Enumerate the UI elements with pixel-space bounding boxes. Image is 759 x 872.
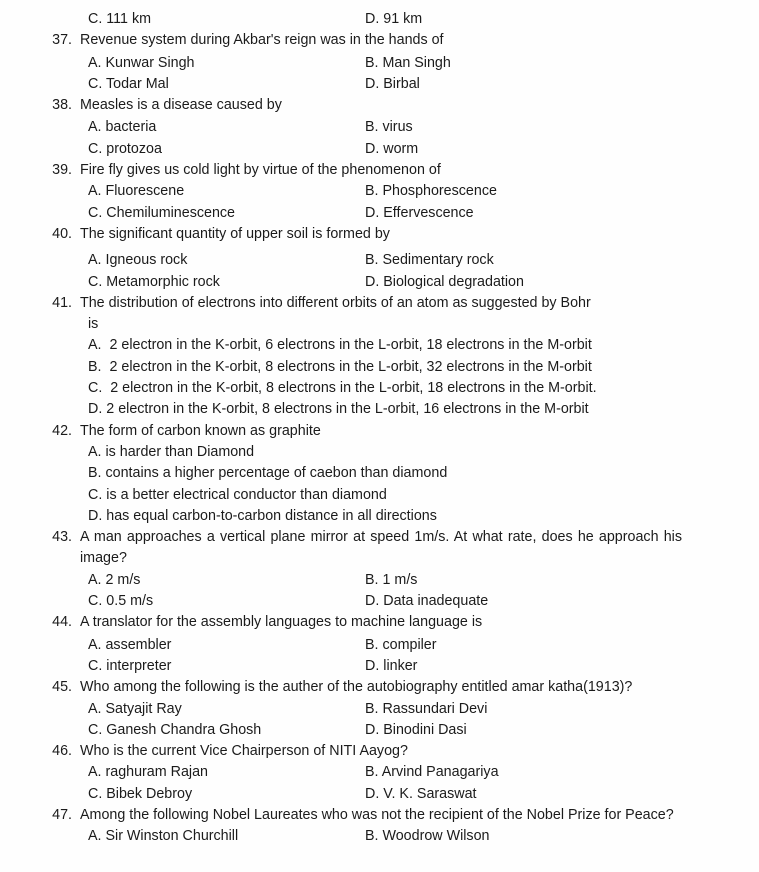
option-c[interactable]: C. protozoa [88, 140, 162, 157]
question-block-38 [0, 95, 759, 160]
option-c[interactable]: C. interpreter [88, 657, 172, 674]
options-row-cd [88, 272, 728, 293]
options-row-ab [88, 635, 728, 656]
question-block-37 [0, 30, 759, 95]
question-text: A man approaches a vertical plane mirror at speed 1m/s. At what rate, does he approach his image? [80, 529, 682, 567]
option-b[interactable]: B. Phosphorescence [365, 183, 497, 200]
question-number: 41. [52, 294, 72, 311]
question-block-41 [0, 293, 759, 421]
options-row-cd [88, 784, 728, 805]
question-text: Measles is a disease caused by [80, 97, 282, 114]
option-c[interactable]: C. 111 km [88, 11, 152, 27]
option-b[interactable]: B. Man Singh [365, 54, 451, 71]
question-block-42 [0, 421, 759, 527]
question-block-44 [0, 612, 759, 677]
question-text: Revenue system during Akbar's reign was in the hands of [80, 32, 444, 49]
option-a[interactable]: A. Sir Winston Churchill [88, 828, 239, 845]
option-b[interactable]: B. Rassundari Devi [365, 700, 488, 717]
option-b[interactable]: B. Woodrow Wilson [365, 828, 490, 845]
question-text: A translator for the assembly languages to machine language is [80, 614, 483, 631]
option-d[interactable]: D. V. K. Saraswat [365, 785, 477, 802]
option-a[interactable]: A. is harder than Diamond [88, 443, 255, 460]
option-c[interactable]: C. Todar Mal [88, 75, 169, 92]
question-line [0, 224, 759, 245]
question-text: Among the following Nobel Laureates who was not the recipient of the Nobel Prize for Peace? [80, 806, 674, 823]
options-row-ab [88, 762, 728, 783]
option-d[interactable]: D. linker [365, 657, 418, 674]
option-c[interactable]: C. Chemiluminescence [88, 204, 235, 221]
option-c[interactable]: C. Ganesh Chandra Ghosh [88, 721, 262, 738]
question-line [0, 293, 759, 314]
option-a[interactable]: A. Fluorescene [88, 183, 185, 200]
carryover-options-row [88, 9, 728, 30]
options-row-ab [88, 53, 728, 74]
question-text: Who among the following is the auther of the autobiography entitled amar katha(1913)? [80, 679, 633, 696]
question-line [0, 741, 759, 762]
question-number: 46. [52, 743, 72, 760]
question-text: Fire fly gives us cold light by virtue of the phenomenon of [80, 162, 441, 179]
option-a[interactable]: A. bacteria [88, 119, 157, 136]
option-a[interactable]: A. Kunwar Singh [88, 54, 195, 71]
option-a[interactable]: A. Satyajit Ray [88, 700, 182, 717]
options-row-cd [88, 74, 728, 95]
question-line [0, 421, 759, 442]
options-row-ab [88, 117, 728, 138]
option-d[interactable]: D. worm [365, 140, 419, 157]
option-d[interactable]: D. Binodini Dasi [365, 721, 467, 738]
option-a[interactable]: A. 2 m/s [88, 571, 141, 588]
options-row-cd [88, 139, 728, 160]
options-row-ab [88, 570, 728, 591]
option-c[interactable]: C. Metamorphic rock [88, 273, 220, 290]
options-row-cd [88, 656, 728, 677]
question-text-continuation: is [88, 316, 99, 333]
option-d[interactable]: D. 2 electron in the K-orbit, 8 electrons in the L-orbit, 16 electrons in the M-orbit [88, 401, 589, 418]
question-number: 37. [52, 32, 72, 49]
option-b[interactable]: B. 1 m/s [365, 571, 418, 588]
question-block-43 [0, 527, 759, 612]
question-number: 43. [52, 529, 72, 546]
question-text: The distribution of electrons into different orbits of an atom as suggested by Bohr [80, 294, 591, 311]
option-d[interactable]: D. Biological degradation [365, 273, 524, 290]
option-d[interactable]: D. has equal carbon-to-carbon distance in all directions [88, 507, 437, 524]
option-d[interactable]: D. Birbal [365, 75, 420, 92]
question-number: 38. [52, 97, 72, 114]
question-line [0, 612, 759, 633]
question-number: 45. [52, 679, 72, 696]
question-text: The significant quantity of upper soil is formed by [80, 225, 390, 242]
option-c[interactable]: C. 2 electron in the K-orbit, 8 electrons in the L-orbit, 18 electrons in the M-orbit. [88, 380, 597, 397]
option-b[interactable]: B. Sedimentary rock [365, 252, 494, 269]
option-b[interactable]: B. Arvind Panagariya [365, 764, 499, 781]
option-a[interactable]: A. assembler [88, 636, 172, 653]
option-b[interactable]: B. virus [365, 119, 413, 136]
question-block-45 [0, 677, 759, 741]
question-number: 47. [52, 806, 72, 823]
question-line [0, 95, 759, 116]
option-c[interactable]: C. Bibek Debroy [88, 785, 193, 802]
option-d[interactable]: D. Data inadequate [365, 593, 489, 610]
question-block-40 [0, 224, 759, 293]
question-block-47 [0, 805, 759, 848]
question-block-46 [0, 741, 759, 805]
options-row-ab [88, 699, 728, 720]
question-line [0, 160, 759, 181]
question-number: 39. [52, 162, 72, 179]
option-c[interactable]: C. is a better electrical conductor than diamond [88, 486, 387, 503]
question-block-39 [0, 160, 759, 224]
question-line [0, 30, 759, 51]
option-a[interactable]: A. 2 electron in the K-orbit, 6 electrons in the L-orbit, 18 electrons in the M-orbit [88, 337, 592, 354]
option-c[interactable]: C. 0.5 m/s [88, 593, 154, 610]
question-line [0, 677, 759, 698]
question-line [0, 805, 759, 826]
options-row-cd [88, 720, 728, 741]
question-number: 42. [52, 422, 72, 439]
option-b[interactable]: B. compiler [365, 636, 437, 653]
options-row-ab [88, 181, 728, 202]
options-row-cd [88, 591, 728, 612]
options-row-ab [88, 826, 728, 847]
question-number: 44. [52, 614, 72, 631]
question-line [0, 527, 759, 570]
question-number: 40. [52, 225, 72, 242]
questions-container [0, 9, 759, 848]
option-b[interactable]: B. contains a higher percentage of caebon than diamond [88, 465, 448, 482]
option-a[interactable]: A. Igneous rock [88, 252, 188, 269]
options-row-cd [88, 203, 728, 224]
question-text: The form of carbon known as graphite [80, 422, 321, 439]
question-text: Who is the current Vice Chairperson of NITI Aayog? [80, 743, 408, 760]
option-a[interactable]: A. raghuram Rajan [88, 764, 208, 781]
option-d[interactable]: D. 91 km [365, 11, 423, 27]
option-d[interactable]: D. Effervescence [365, 204, 474, 221]
options-row-ab [88, 250, 728, 271]
option-b[interactable]: B. 2 electron in the K-orbit, 8 electrons in the L-orbit, 32 electrons in the M-orbit [88, 358, 592, 375]
